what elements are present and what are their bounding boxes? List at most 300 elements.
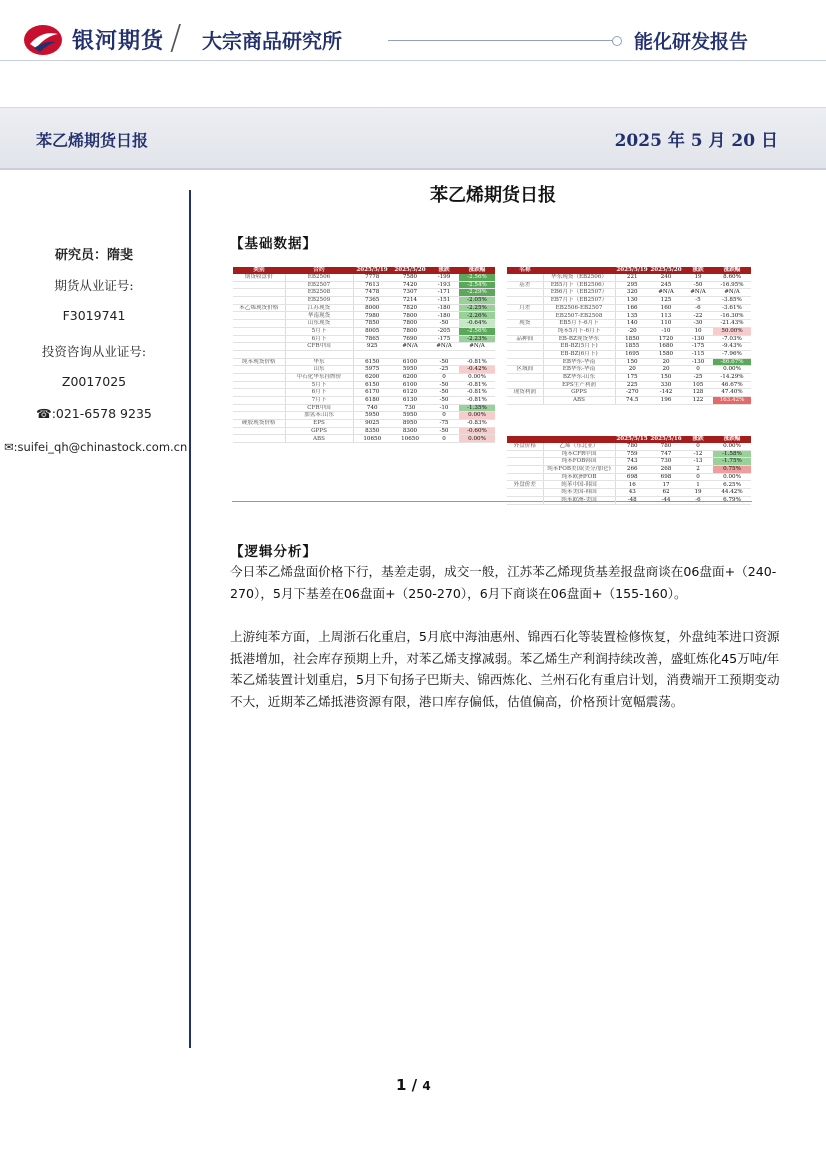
value-cell: 8005 (353, 327, 391, 335)
value-cell: 8000 (353, 304, 391, 312)
header-cell: 类别 (233, 267, 285, 274)
value-cell: 130 (615, 297, 649, 305)
table-row (233, 312, 495, 320)
value-cell: #N/A (459, 343, 495, 351)
value-cell: -175 (683, 343, 713, 351)
table-row (507, 312, 751, 320)
value-cell: -12 (683, 450, 713, 458)
table-row (507, 335, 751, 343)
header-cell: 2025/5/16 (650, 436, 682, 443)
row-group-label (507, 381, 543, 389)
row-group-label (233, 366, 285, 374)
table-row (233, 281, 495, 289)
row-group-label (233, 350, 285, 358)
value-cell: 10650 (391, 435, 429, 443)
table-row (233, 335, 495, 343)
value-cell: 20 (649, 366, 683, 374)
row-group-label (233, 281, 285, 289)
value-cell: -75 (429, 420, 459, 428)
value-cell: -16.30% (713, 312, 751, 320)
row-group-label (233, 412, 285, 420)
value-cell: #N/A (713, 289, 751, 297)
row-group-label: 外盘价差 (507, 481, 543, 489)
value-cell: 20 (649, 358, 683, 366)
value-cell: 140 (615, 320, 649, 328)
value-cell: -115 (683, 350, 713, 358)
row-group-label (507, 297, 543, 305)
value-cell: 44.42% (713, 489, 751, 497)
value-cell: 50.00% (713, 327, 751, 335)
value-cell: 105 (683, 381, 713, 389)
row-name: 纯苯FOB韩国 (543, 458, 615, 466)
value-cell: 163.42% (713, 397, 751, 405)
brand-name: 银河期货 (72, 29, 165, 54)
value-cell: #N/A (683, 289, 713, 297)
row-name: EB2506-EB2507 (543, 304, 615, 312)
value-cell: -2.54% (459, 281, 495, 289)
value-cell: 780 (649, 443, 683, 450)
row-group-label: 区域间 (507, 366, 543, 374)
row-group-label (233, 335, 285, 343)
value-cell: 698 (649, 473, 683, 481)
value-cell: 6150 (353, 358, 391, 366)
value-cell: -50 (429, 427, 459, 435)
value-cell: 759 (615, 450, 649, 458)
header-cell: 涨跌 (683, 436, 713, 443)
value-cell: 43 (615, 489, 649, 497)
value-cell: 17 (649, 481, 683, 489)
table-row (233, 404, 495, 412)
futures-license-label: 期货从业证号: (54, 278, 134, 293)
value-cell: -0.81% (459, 397, 495, 405)
value-cell: 0.00% (459, 373, 495, 381)
value-cell: 0.75% (713, 466, 751, 474)
value-cell: 9025 (353, 420, 391, 428)
value-cell: #N/A (391, 343, 429, 351)
table-row (233, 420, 495, 428)
row-name: EB2509 (285, 297, 353, 305)
row-name: EB华东-华南 (543, 358, 615, 366)
value-cell: -2.26% (459, 312, 495, 320)
value-cell: 1850 (615, 335, 649, 343)
value-cell: -7.96% (713, 350, 751, 358)
row-name: 纯苯5月下-6月下 (543, 327, 615, 335)
value-cell: -0.81% (459, 389, 495, 397)
row-name: EB2507 (285, 281, 353, 289)
value-cell: 747 (649, 450, 683, 458)
row-name: EB华东-华南 (543, 366, 615, 374)
value-cell: 5950 (391, 412, 429, 420)
table-row (507, 466, 751, 474)
value-cell: 6120 (391, 389, 429, 397)
value-cell: -10 (649, 327, 683, 335)
value-cell: -0.60% (459, 427, 495, 435)
value-cell: 8300 (391, 427, 429, 435)
value-cell: 10 (683, 327, 713, 335)
value-cell: -1.58% (713, 450, 751, 458)
row-group-label (507, 458, 543, 466)
value-cell: 20 (615, 366, 649, 374)
value-cell: 62 (649, 489, 683, 497)
row-name: 6月下 (285, 335, 353, 343)
table-row (233, 412, 495, 420)
value-cell: -2.23% (459, 335, 495, 343)
row-group-label (507, 373, 543, 381)
row-name: 华东 (285, 358, 353, 366)
row-name: 纯苯美国-韩国 (543, 489, 615, 497)
value-cell: -50 (429, 389, 459, 397)
value-cell: -50 (429, 358, 459, 366)
table-row (507, 304, 751, 312)
report-date: 2025 年 5 月 20 日 (614, 131, 778, 151)
value-cell: 7850 (353, 320, 391, 328)
table-row (507, 289, 751, 297)
table-row (233, 327, 495, 335)
value-cell: 6.79% (713, 496, 751, 504)
row-group-label (507, 343, 543, 351)
row-name: 5月下 (285, 381, 353, 389)
row-group-label (233, 343, 285, 351)
row-name (285, 350, 353, 358)
header-cell: 2025/5/15 (616, 436, 648, 443)
table-row (507, 450, 751, 458)
value-cell: -25 (429, 366, 459, 374)
value-cell: -142 (649, 389, 683, 397)
value-cell: 225 (615, 381, 649, 389)
email-address[interactable]: ✉:suifei_qh@chinastock.com.cn (4, 440, 188, 454)
institute-name: 大宗商品研究所 (202, 29, 342, 53)
table-row (233, 427, 495, 435)
value-cell: -2.56% (459, 274, 495, 281)
header-cell: 名称 (507, 267, 543, 274)
value-cell: 780 (615, 443, 649, 450)
value-cell: 6100 (391, 381, 429, 389)
value-cell: 245 (649, 281, 683, 289)
row-name: GPPS (543, 389, 615, 397)
value-cell: 266 (615, 466, 649, 474)
value-cell: 1720 (649, 335, 683, 343)
value-cell: 0.00% (713, 443, 751, 450)
row-name: EB2508 (285, 289, 353, 297)
value-cell: 0.00% (713, 473, 751, 481)
row-name: 江苏现货 (285, 304, 353, 312)
table-row (507, 274, 751, 281)
row-group-label: 现货利润 (507, 389, 543, 397)
section-basic-data: 【基础数据】 (230, 236, 317, 252)
row-name: EB-BZ现货华东 (543, 335, 615, 343)
row-group-label (507, 350, 543, 358)
header-cell (507, 436, 543, 443)
value-cell (391, 350, 429, 358)
table-row (233, 274, 495, 281)
phone-number: ☎:021-6578 9235 (36, 406, 152, 421)
row-group-label: 期货收盘价 (233, 274, 285, 281)
document-title: 苯乙烯期货日报 (430, 185, 556, 206)
row-name: 山东现货 (285, 320, 353, 328)
value-cell: 5950 (391, 366, 429, 374)
table-header-row (507, 436, 751, 443)
value-cell: -13 (683, 458, 713, 466)
value-cell: 7365 (353, 297, 391, 305)
value-cell: 74.5 (615, 397, 649, 405)
value-cell: -199 (429, 274, 459, 281)
row-group-label (233, 404, 285, 412)
value-cell: 7820 (391, 304, 429, 312)
value-cell: -0.81% (459, 381, 495, 389)
value-cell: 1580 (649, 350, 683, 358)
header-cell (543, 436, 615, 443)
table-row (507, 473, 751, 481)
value-cell: 698 (615, 473, 649, 481)
value-cell: -175 (429, 335, 459, 343)
analysis-paragraph-2: 上游纯苯方面，上周浙石化重启，5月底中海油惠州、锦西石化等装置检修恢复，外盘纯苯进口资源抵港增加，社会库存预期上升，对苯乙烯支撑减弱。苯乙烯生产利润持续改善，盛虹炼化45万吨/年苯乙烯装置计划重启，5月下旬扬子巴斯夫、锦西炼化、兰州石化有重启计划，消费端开工预期变动不大，近期苯乙烯抵港资源有限，港口库存偏低，估值偏高，价格预计宽幅震荡。 (230, 629, 780, 709)
table-row (507, 320, 751, 328)
value-cell: 221 (615, 274, 649, 281)
value-cell: 166 (615, 304, 649, 312)
row-group-label: 硬胶现货价格 (233, 420, 285, 428)
report-type: 能化研发报告 (634, 31, 749, 53)
table-row (233, 366, 495, 374)
row-name: EB-BZ(5月下) (543, 343, 615, 351)
value-cell: 7307 (391, 289, 429, 297)
value-cell: 128 (683, 389, 713, 397)
header-cell: 涨跌 (683, 267, 713, 274)
row-group-label (233, 289, 285, 297)
row-group-label: 品种间 (507, 335, 543, 343)
row-group-label: 纯苯现货价格 (233, 358, 285, 366)
row-name: 华南现货 (285, 312, 353, 320)
value-cell: 47.40% (713, 389, 751, 397)
value-cell: -9.43% (713, 343, 751, 351)
value-cell: -130 (683, 335, 713, 343)
table-header-row (507, 267, 751, 274)
table-row (507, 343, 751, 351)
value-cell: -3.61% (713, 304, 751, 312)
value-cell: -2.05% (459, 297, 495, 305)
value-cell: -180 (429, 312, 459, 320)
row-name: ABS (285, 435, 353, 443)
value-cell: -3.85% (713, 297, 751, 305)
row-group-label: 基差 (507, 281, 543, 289)
row-group-label (233, 312, 285, 320)
row-group-label (233, 435, 285, 443)
row-group-label (233, 427, 285, 435)
row-group-label: 苯乙烯现货价格 (233, 304, 285, 312)
value-cell: -50 (429, 381, 459, 389)
value-cell: -151 (429, 297, 459, 305)
page-current: 1 (396, 1076, 407, 1094)
value-cell: 6200 (353, 373, 391, 381)
value-cell: 10650 (353, 435, 391, 443)
value-cell: -16.95% (713, 281, 751, 289)
row-group-label (233, 373, 285, 381)
value-cell: 150 (649, 373, 683, 381)
value-cell: 330 (649, 381, 683, 389)
value-cell: 7800 (391, 312, 429, 320)
value-cell: 6170 (353, 389, 391, 397)
page-number (396, 1076, 431, 1094)
value-cell: -48 (615, 496, 649, 504)
row-name: EB5月下-6月下 (543, 320, 615, 328)
table-row (233, 389, 495, 397)
value-cell (429, 350, 459, 358)
value-cell: -20 (615, 327, 649, 335)
row-name: ABS (543, 397, 615, 405)
consult-license-label: 投资咨询从业证号: (41, 344, 147, 359)
value-cell: 7580 (391, 274, 429, 281)
value-cell (459, 350, 495, 358)
banner-title: 苯乙烯期货日报 (36, 131, 149, 150)
value-cell: 1855 (615, 343, 649, 351)
value-cell: -7.03% (713, 335, 751, 343)
header-divider: / (170, 18, 182, 58)
header-dot-icon (612, 36, 622, 46)
value-cell: -86.67% (713, 358, 751, 366)
table-row (507, 366, 751, 374)
value-cell: 7778 (353, 274, 391, 281)
row-name: 山东 (285, 366, 353, 374)
value-cell: -50 (429, 397, 459, 405)
header-cell: 合约 (285, 267, 353, 274)
value-cell: 0 (429, 373, 459, 381)
value-cell: -0.42% (459, 366, 495, 374)
table-row (507, 458, 751, 466)
header-cell: 2025/5/20 (391, 267, 429, 274)
header-cell: 2025/5/19 (616, 267, 648, 274)
row-name: 纯苯中国-韩国 (543, 481, 615, 489)
table-row (233, 435, 495, 443)
value-cell: 113 (649, 312, 683, 320)
header-cell: 涨跌幅 (713, 267, 751, 274)
value-cell: -180 (429, 304, 459, 312)
value-cell: 125 (649, 297, 683, 305)
table-row (507, 489, 751, 497)
value-cell: -14.29% (713, 373, 751, 381)
value-cell: 16 (615, 481, 649, 489)
row-group-label (507, 312, 543, 320)
table-row (507, 373, 751, 381)
value-cell: 7613 (353, 281, 391, 289)
row-group-label (507, 466, 543, 474)
row-group-label (507, 274, 543, 281)
value-cell: 925 (353, 343, 391, 351)
row-name: 中石化华东挂牌价 (285, 373, 353, 381)
header-rule (388, 40, 614, 41)
value-cell: 1 (683, 481, 713, 489)
value-cell: 743 (615, 458, 649, 466)
value-cell: 8.60% (713, 274, 751, 281)
table-row (507, 327, 751, 335)
value-cell: 46.67% (713, 381, 751, 389)
row-group-label (507, 450, 543, 458)
table-row (507, 381, 751, 389)
value-cell: 0.00% (459, 435, 495, 443)
table-row (507, 297, 751, 305)
table-row (233, 289, 495, 297)
value-cell: 0.00% (459, 412, 495, 420)
table-row (233, 343, 495, 351)
table-row (233, 350, 495, 358)
value-cell: -1.75% (713, 458, 751, 466)
value-cell: 122 (683, 397, 713, 405)
row-name: 7月下 (285, 397, 353, 405)
row-group-label (507, 289, 543, 297)
row-name: 乙烯（东北亚） (543, 443, 615, 450)
row-group-label: 现货 (507, 320, 543, 328)
row-name: 加氢苯:山东 (285, 412, 353, 420)
value-cell: #N/A (429, 343, 459, 351)
row-group-label (233, 389, 285, 397)
table-row (507, 389, 751, 397)
value-cell: 6200 (391, 373, 429, 381)
value-cell: -171 (429, 289, 459, 297)
row-name: BZ华东-山东 (543, 373, 615, 381)
value-cell: 19 (683, 489, 713, 497)
analysis-paragraph-1: 今日苯乙烯盘面价格下行，基差走弱，成交一般，江苏苯乙烯现货基差报盘商谈在06盘面+（240-270），5月下基差在06盘面+（250-270），6月下商谈在06盘面+（155-160）。 (230, 564, 777, 601)
value-cell: 0 (683, 443, 713, 450)
row-name: EB-BZ(6月下) (543, 350, 615, 358)
value-cell: 7800 (391, 320, 429, 328)
value-cell: -30 (683, 320, 713, 328)
row-name: EB2506 (285, 274, 353, 281)
row-name: 纯苯欧洲-美国 (543, 496, 615, 504)
row-name: EB5月下（EB2506） (543, 281, 615, 289)
row-group-label (233, 381, 285, 389)
row-name: 华东现货（EB2506） (543, 274, 615, 281)
consult-license-number: Z0017025 (61, 374, 127, 389)
value-cell: 0 (683, 473, 713, 481)
futures-license-number: F3019741 (62, 308, 126, 323)
value-cell: 110 (649, 320, 683, 328)
value-cell: 740 (353, 404, 391, 412)
sidebar-divider (189, 190, 191, 1048)
value-cell: 295 (615, 281, 649, 289)
value-cell: 1680 (649, 343, 683, 351)
value-cell: 0.00% (713, 366, 751, 374)
table-row (233, 373, 495, 381)
futures-spot-table (233, 267, 495, 443)
value-cell: -6 (683, 304, 713, 312)
value-cell: -22 (683, 312, 713, 320)
value-cell: 6180 (353, 397, 391, 405)
value-cell: -130 (683, 358, 713, 366)
value-cell: 19 (683, 274, 713, 281)
value-cell: 5975 (353, 366, 391, 374)
value-cell: -2.56% (459, 327, 495, 335)
header-cell (543, 267, 615, 274)
value-cell: 240 (649, 274, 683, 281)
row-group-label (507, 489, 543, 497)
table-row (507, 481, 751, 489)
value-cell: -44 (649, 496, 683, 504)
row-name: 纯苯欧洲FOB (543, 473, 615, 481)
row-group-label (233, 297, 285, 305)
value-cell: -50 (683, 281, 713, 289)
row-name: CFR中国 (285, 404, 353, 412)
value-cell: -21.43% (713, 320, 751, 328)
value-cell: -0.83% (459, 420, 495, 428)
page-separator: / (411, 1076, 418, 1094)
header-cell: 涨跌幅 (459, 267, 495, 274)
header-cell: 涨跌 (429, 267, 459, 274)
value-cell: 7800 (391, 327, 429, 335)
row-name: 5月下 (285, 327, 353, 335)
value-cell: 7980 (353, 312, 391, 320)
table-row (507, 350, 751, 358)
value-cell: 150 (615, 358, 649, 366)
value-cell: 135 (615, 312, 649, 320)
header-cell: 2025/5/20 (650, 267, 682, 274)
